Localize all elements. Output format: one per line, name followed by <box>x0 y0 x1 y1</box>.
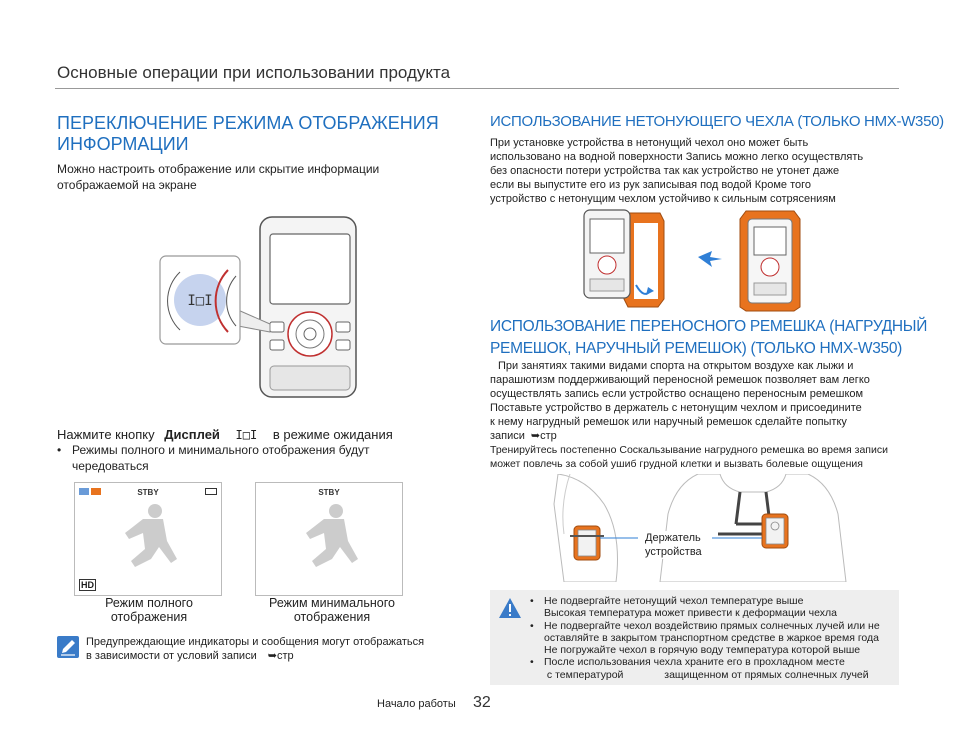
battery-icon <box>205 488 217 495</box>
display-button <box>270 322 284 332</box>
resolution-icon <box>91 488 101 495</box>
screen-full-display <box>74 482 222 596</box>
warning-icon <box>498 597 522 619</box>
display-icon: I□I <box>235 428 258 442</box>
warning-item <box>522 620 892 657</box>
para2-line: Поставьте устройство в держатель с нетонущим чехлом и присоедините <box>490 402 862 414</box>
page-ref-arrow-icon: ➥ <box>530 430 541 442</box>
note-icon <box>57 636 79 658</box>
right-para3 <box>490 443 888 471</box>
left-heading: ПЕРЕКЛЮЧЕНИЕ РЕЖИМА ОТОБРАЖЕНИЯ ИНФОРМАЦИИ <box>57 113 439 154</box>
caption-min-line2: отображения <box>293 610 371 624</box>
warning-line: оставляйте в закрытом транспортном средстве в жаркое время года <box>544 631 879 644</box>
para2-last-line <box>490 429 870 443</box>
warning-line: Высокая температура может привести к деформации чехла <box>544 607 837 620</box>
right-para2 <box>490 359 870 443</box>
warnings-box <box>490 590 899 685</box>
para1-line: использовано на водной поверхности Запись можно легко осуществлять <box>490 151 864 163</box>
note-page-ref: стр <box>277 650 294 662</box>
para3-line: может повлечь за собой ушиб грудной клетки и вызвать болевые ощущения <box>490 458 863 470</box>
warnings-list <box>522 595 892 681</box>
camera-mode-icon <box>79 488 89 495</box>
camcorder-display-button-illustration <box>158 214 368 400</box>
bullet-line1: Режимы полного и минимального отображения будут <box>72 443 370 457</box>
para1-line: устройство с нетонущим чехлом устойчиво к сильным сотрясениям <box>490 193 836 205</box>
warning-line: • После использования чехла храните его в прохладном месте <box>544 656 845 669</box>
instruction-post: в режиме ожидания <box>272 427 393 442</box>
left-intro-line1: Можно настроить отображение или скрытие информации <box>57 162 380 176</box>
heading2-line1: ИСПОЛЬЗОВАНИЕ ПЕРЕНОСНОГО РЕМЕШКА (НАГРУДНЫЙ <box>490 318 928 335</box>
hd-badge: HD <box>81 580 94 590</box>
note-line1: Предупреждающие индикаторы и сообщения могут отображаться <box>86 636 425 648</box>
display-icon: I□I <box>187 293 213 309</box>
warning-line: • Не подвергайте чехол воздействию прямых солнечных лучей или не <box>544 619 880 632</box>
floating-case-illustration <box>580 207 810 315</box>
para1-line: если вы выпустите его из рук записывая под водой Кроме того <box>490 179 812 191</box>
para1-line: без опасности потери устройства так как устройство не утонет даже <box>490 165 840 177</box>
note-line2 <box>86 649 294 663</box>
caption-minimal <box>252 596 412 624</box>
header-divider <box>55 88 899 89</box>
right-heading-2 <box>490 316 927 360</box>
caption-full-line2: отображения <box>110 610 188 624</box>
para3-line: Тренируйтесь постепенно Соскальзывание нагрудного ремешка во время записи <box>490 444 888 456</box>
right-heading-1: ИСПОЛЬЗОВАНИЕ НЕТОНУЮЩЕГО ЧЕХЛА (ТОЛЬКО HMX-W350) <box>490 113 944 130</box>
holder-label-line1: Держатель <box>645 532 701 544</box>
left-intro-line2: отображаемой на экране <box>57 178 197 192</box>
heading2-line2: РЕМЕШОК, НАРУЧНЫЙ РЕМЕШОК) (ТОЛЬКО HMX-W350) <box>490 340 903 357</box>
bullet-line2: чередоваться <box>72 459 149 473</box>
right-para1 <box>490 136 863 206</box>
caption-full-line1: Режим полного <box>105 596 193 610</box>
status-label: STBY <box>137 488 159 497</box>
warning-line: • Не подвергайте нетонущий чехол температуре выше <box>544 595 804 607</box>
instruction-bold: Дисплей <box>164 427 220 442</box>
status-label: STBY <box>318 488 340 497</box>
arrow-right-icon <box>698 251 722 267</box>
instruction-line <box>57 427 393 443</box>
para2-line: парашютизм поддерживающий переносной ремешок позволяет вам легко <box>490 374 870 386</box>
holder-label-line2: устройства <box>645 546 702 558</box>
warning-item <box>522 595 892 620</box>
section-header: Основные операции при использовании продукта <box>57 63 451 82</box>
warning-line: Не погружайте чехол в горячую воду температура которой выше <box>544 644 861 657</box>
note-line2-text: в зависимости от условий записи <box>86 650 257 662</box>
para2-line: к нему нагрудный ремешок или наручный ремешок сделайте попытку <box>490 416 847 428</box>
para2-page-ref: стр <box>540 430 557 442</box>
para2-line: осуществлять запись если устройство оснащено переносным ремешком <box>490 388 864 400</box>
strap-illustration <box>540 474 870 582</box>
footer-section-label: Начало работы <box>377 698 456 710</box>
skier-silhouette <box>296 501 366 579</box>
bullet-dot: • <box>57 443 62 457</box>
para2-line: При занятиях такими видами спорта на открытом воздухе как лыжи и <box>498 360 854 372</box>
page-number: 32 <box>473 694 491 711</box>
para1-line: При установке устройства в нетонущий чехол оно может быть <box>490 137 809 149</box>
warning-line: с температурой защищенном от прямых солнечных лучей <box>544 668 869 681</box>
camcorder-screen <box>270 234 350 304</box>
torso-outline <box>660 474 846 582</box>
caption-full <box>74 596 224 624</box>
caption-min-line1: Режим минимального <box>269 596 395 610</box>
page-ref-arrow-icon: ➥ <box>267 650 277 662</box>
skier-silhouette <box>115 501 185 579</box>
para2-line: записи <box>490 430 525 442</box>
instruction-pre: Нажмите кнопку <box>57 427 155 442</box>
holder-label <box>645 531 702 559</box>
screen-minimal-display <box>255 482 403 596</box>
warning-item <box>522 656 892 681</box>
